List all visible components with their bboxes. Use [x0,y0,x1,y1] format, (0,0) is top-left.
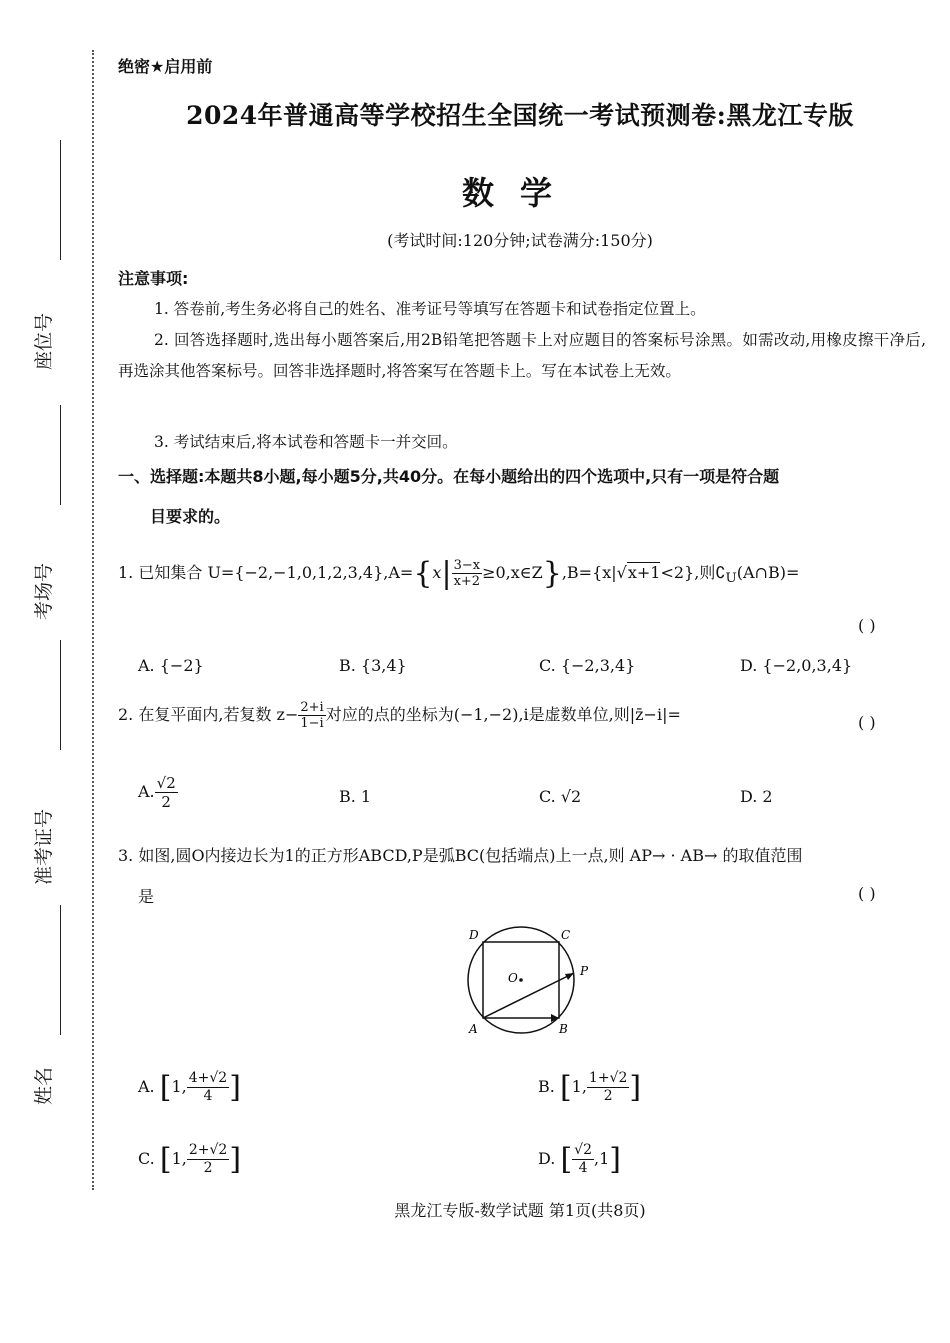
name-field [16,945,96,1105]
q3-option-a-den: 4 [203,1088,213,1104]
q3-answer-paren: ( ) [858,884,876,903]
q2-frac-den: 1−i [300,716,324,731]
q3-option-b-num: 1+√2 [588,1070,628,1086]
q3-option-b-label: B. [538,1077,555,1096]
q3-option-c-den: 2 [203,1160,213,1176]
q2-option-c: C. √2 [539,787,582,806]
q3-label-b: B [559,1022,568,1036]
q3-label-o: O [508,971,518,985]
q3-vector-ap [483,973,574,1018]
q3-option-b-frac [587,1070,629,1105]
section-heading-line2: 目要求的。 [150,507,231,526]
q3-option-c-lo: 1, [171,1149,187,1168]
q3-center-point [519,978,523,982]
q1-option-c: C. {−2,3,4} [539,656,636,675]
q1-fraction [452,558,483,589]
ticket-number-field [16,725,96,885]
q2-text-a: 2. 在复平面内,若复数 z− [118,705,299,724]
seat-number-label: 座位号 [33,312,55,370]
q3-label-c: C [561,928,571,942]
q3-option-c-label: C. [138,1149,155,1168]
q3-option-c: C. [1, $\frac{2+√2}{2}$ ] [138,1142,242,1177]
q2-frac-num: 2+i [300,700,324,715]
subject-title: 数学 [461,174,578,212]
note-item-3: 3. 考试结束后,将本试卷和答题卡一并交回。 [154,433,458,451]
q3-option-a-num: 4+√2 [188,1070,228,1086]
q2-option-a-label: A. [138,782,155,801]
q3-option-b-den: 2 [603,1088,613,1104]
q1-frac-num: 3−x [453,558,481,573]
q3-option-b: B. [1, $\frac{1+√2}{2}$ ] [538,1070,642,1105]
q3-option-c-frac [187,1142,229,1177]
page-footer: 黑龙江专版-数学试题 第1页(共8页) [394,1201,646,1220]
ticket-number-label: 准考证号 [33,808,55,885]
q2-option-b: B. 1 [339,787,372,806]
q1-frac-den: x+2 [453,574,481,589]
q2-option-a-frac [155,774,178,811]
q1-text-b: ,B={x| [561,563,617,582]
q2-fraction [298,700,325,731]
exam-meta: (考试时间:120分钟;试卷满分:150分) [387,231,653,250]
q3-option-d-label: D. [538,1149,556,1168]
q3-label-p: P [580,964,589,978]
q3-option-c-num: 2+√2 [188,1142,228,1158]
q3-option-d-num: √2 [574,1142,592,1158]
q2-option-d: D. 2 [740,787,773,806]
q1-answer-paren: ( ) [858,616,876,635]
note-item-1: 1. 答卷前,考生务必将自己的姓名、准考证号等填写在答题卡和试卷指定位置上。 [154,300,706,318]
name-label: 姓名 [33,1066,55,1105]
q2-option-a-num: √2 [156,774,176,792]
q2-option-a-den: 2 [161,793,171,811]
q3-option-a: A. [1, $\frac{4+√2}{4}$ ] [138,1070,241,1105]
q3-line2: 是 [138,887,155,906]
q3-option-d-hi: ,1 [593,1149,610,1168]
q3-option-b-lo: 1, [571,1077,587,1096]
section-heading-line1: 一、选择题:本题共8小题,每小题5分,共40分。在每小题给出的四个选项中,只有一项是符合题 [118,467,780,486]
q3-label-d: D [469,928,479,942]
exam-title: 2024年普通高等学校招生全国统一考试预测卷:黑龙江专版 [186,101,854,130]
q3-option-d: D. [ $\frac{√2}{4}$ ,1] [538,1142,621,1177]
q3-option-a-frac [187,1070,229,1105]
q2-answer-paren: ( ) [858,713,876,732]
q3-option-d-den: 4 [578,1160,588,1176]
note-item-2: 2. 回答选择题时,选出每小题答案后,用2B铅笔把答题卡上对应题目的答案标号涂黑。如需改动,用橡皮擦干净后,再选涂其他答案标号。回答非选择题时,将答案写在答题卡上。写在本试卷上无效。 [118,331,926,380]
question-2 [118,700,926,731]
exam-room-field [16,460,96,620]
q1-option-d: D. {−2,0,3,4} [740,656,853,675]
q1-sub: U [725,571,737,587]
q3-option-a-lo: 1, [171,1077,187,1096]
q1-tail: (A∩B)= [736,563,800,582]
q3-line1: 3. 如图,圆O内接边长为1的正方形ABCD,P是弧BC(包括端点)上一点,则 AP→ · AB→ 的取值范围 [118,846,803,865]
q1-text-a: 1. 已知集合 U={−2,−1,0,1,2,3,4},A= [118,563,414,582]
q1-sqrt: x+1 [627,563,661,582]
notes-heading: 注意事项: [118,269,189,288]
q2-option-a [138,774,178,811]
q1-a-cond: ≥0,x∈Z [482,563,543,582]
q3-arrow-p [565,973,574,980]
q2-text-b: 对应的点的坐标为(−1,−2),i是虚数单位,则|z̄−i|= [325,705,681,724]
q3-option-a-label: A. [138,1077,155,1096]
q1-text-b-end: <2},则∁ [660,563,726,582]
question-1: 1. 已知集合 U={−2,−1,0,1,2,3,4},A={x| $\frac{3-x}{x+2}$ ≥0,x∈Z},B={x|√x+1<2},则$∁_U(A\cap B)=$ [118,556,800,591]
q1-a-var: x [432,563,442,582]
confidential-mark: 绝密★启用前 [118,57,213,76]
q3-label-a: A [469,1022,478,1036]
q3-option-d-frac [572,1142,594,1177]
q3-figure [455,925,605,1045]
q1-option-b: B. {3,4} [339,656,407,675]
exam-room-label: 考场号 [33,562,55,620]
q1-option-a: A. {−2} [138,656,204,675]
